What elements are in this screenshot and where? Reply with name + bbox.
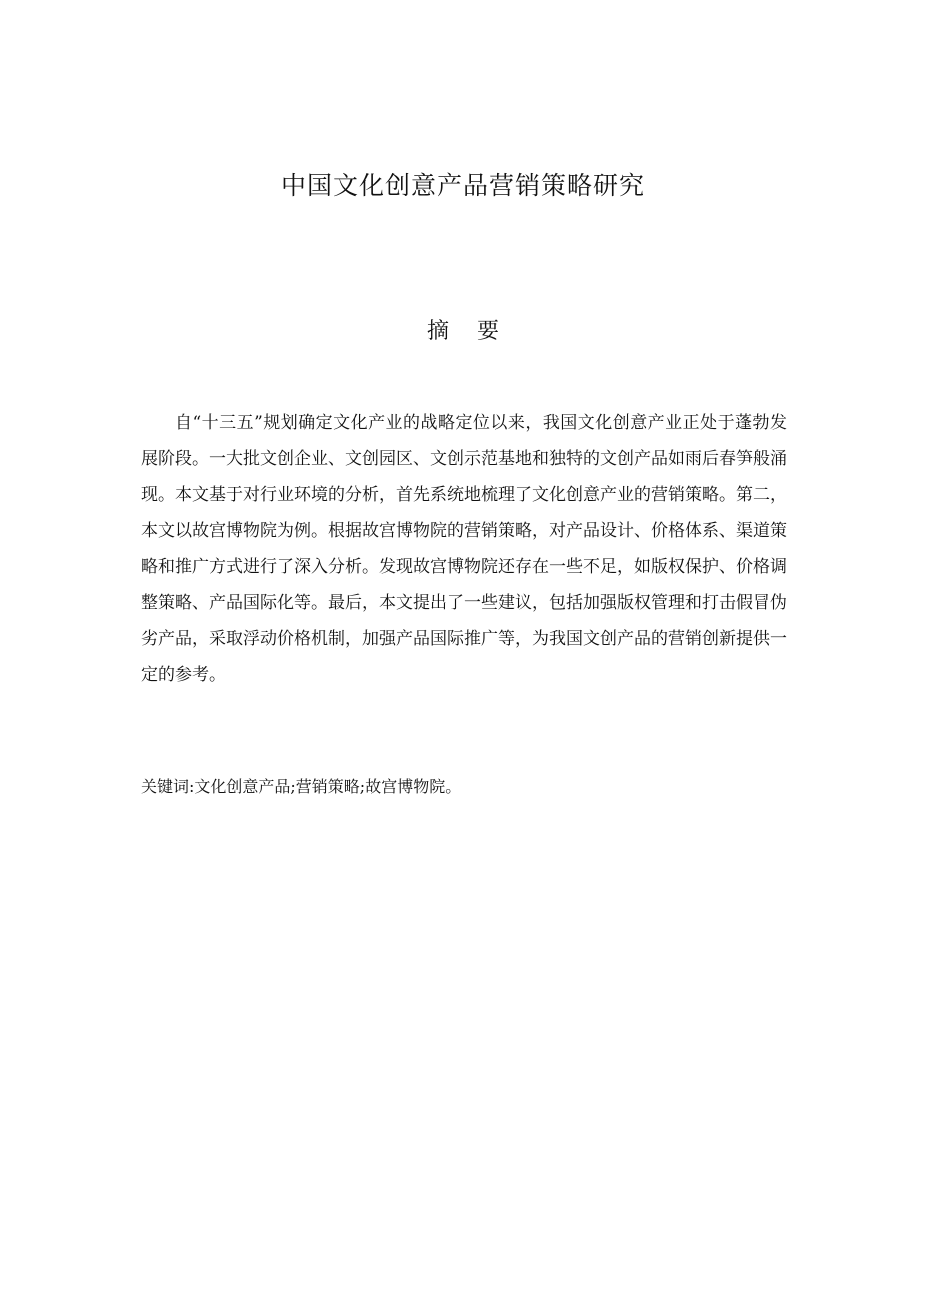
abstract-paragraph: 自“十三五”规划确定文化产业的战略定位以来，我国文化创意产业正处于蓬勃发展阶段。一大批文创企业、文创园区、文创示范基地和独特的文创产品如雨后春笋般涌现。本文基于对行业环境的分析，首先系统地梳理了文化创意产业的营销策略。第二，本文以故宫博物院为例。根据故宫博物院的营销策略，对产品设计、价格体系、渠道策略和推广方式进行了深入分析。发现故宫博物院还存在一些不足，如版权保护、价格调整策略、产品国际化等。最后，本文提出了一些建议，包括加强版权管理和打击假冒伪劣产品，采取浮动价格机制，加强产品国际推广等，为我国文创产品的营销创新提供一定的参考。: [141, 413, 787, 685]
keywords-values: :文化创意产品;营销策略;故宫博物院。: [189, 777, 462, 796]
paper-title: 中国文化创意产品营销策略研究: [280, 171, 645, 200]
keywords-label: 关键词: [141, 777, 190, 796]
keywords-line: [141, 772, 787, 802]
abstract-heading-char-2: 要: [477, 319, 500, 344]
abstract-heading-char-1: 摘: [426, 319, 449, 344]
abstract-heading: [0, 314, 926, 350]
